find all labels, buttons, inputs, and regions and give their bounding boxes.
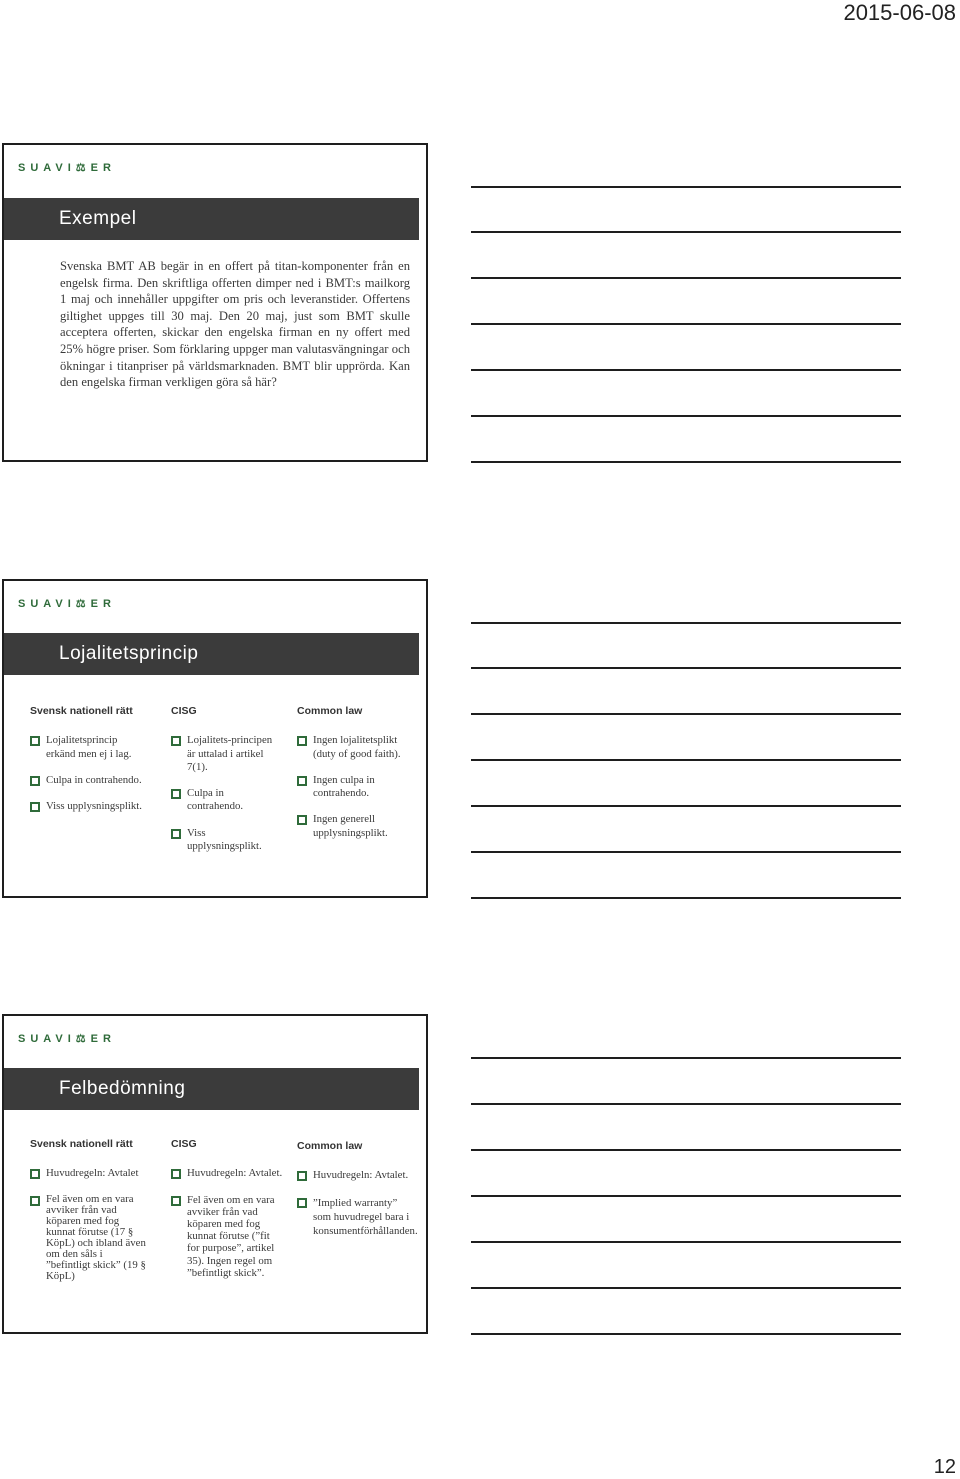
list-item: ”Implied warranty” som huvudregel bara i konsumentförhållanden. — [297, 1196, 415, 1239]
square-bullet-icon — [30, 1196, 40, 1206]
list-item: Ingen culpa in contrahendo. — [297, 774, 415, 801]
slide-title: Felbedömning — [4, 1068, 419, 1110]
slide-body-text: Svenska BMT AB begär in en offert på titan-komponenter från en engelsk firma. Den skriftliga offerten dimper ned i BMT:s mailkorg 1 maj och innehåller uppgifter om pris och leveranstider. Offertens giltighet uppges till 30 maj. Den 20 maj, just som BMT skulle acceptera offerten, skickar den engelska firman en ny offert med 25% högre priser. Som förklaring uppger man valutasvängningar och ökningar i titanpriser på världsmarknaden. BMT blir upprörda. Kan den engelska firman verkligen göra så här? — [60, 259, 410, 390]
slide-exempel — [2, 143, 428, 462]
list-item: Culpa in contrahendo. — [171, 787, 281, 814]
note-line — [471, 1287, 901, 1289]
slide-title: Lojalitetsprincip — [4, 633, 419, 675]
list-item: Huvudregeln: Avtalet. — [297, 1169, 415, 1182]
column-heading: Common law — [297, 705, 363, 717]
note-line — [471, 622, 901, 624]
logo: SUAVI⚖ER — [18, 598, 116, 610]
list-item: Ingen generell upplysningsplikt. — [297, 813, 415, 840]
square-bullet-icon — [30, 1169, 40, 1179]
square-bullet-icon — [171, 1196, 181, 1206]
column-heading: CISG — [171, 705, 197, 717]
list-item: Lojalitets-principen är uttalad i artikel 7(1). — [171, 734, 281, 774]
note-line — [471, 323, 901, 325]
note-line — [471, 369, 901, 371]
note-line — [471, 1333, 901, 1335]
note-line — [471, 1057, 901, 1059]
list-item: Ingen lojalitetsplikt (duty of good faith). — [297, 734, 415, 761]
column-heading: CISG — [171, 1138, 197, 1150]
list-item: Fel även om en vara avviker från vad köparen med fog kunnat förutse (17 § KöpL) och ibland även om den såls i ”befintligt skick” (19 § KöpL) — [30, 1194, 148, 1282]
square-bullet-icon — [171, 789, 181, 799]
list-item: Fel även om en vara avviker från vad köparen med fog kunnat förutse (”fit for purpose”, artikel 35). Ingen regel om ”befintligt skick”. — [171, 1194, 283, 1279]
square-bullet-icon — [30, 802, 40, 812]
square-bullet-icon — [297, 776, 307, 786]
square-bullet-icon — [30, 776, 40, 786]
column-cisg — [171, 705, 281, 866]
column-svensk — [30, 705, 148, 826]
slide-felbedomning — [2, 1014, 428, 1334]
list-item: Huvudregeln: Avtalet — [30, 1167, 148, 1180]
note-line — [471, 1103, 901, 1105]
slide-lojalitetsprincip — [2, 579, 428, 898]
note-line — [471, 277, 901, 279]
slide-title: Exempel — [4, 198, 419, 240]
note-line — [471, 231, 901, 233]
square-bullet-icon — [297, 1198, 307, 1208]
note-line — [471, 805, 901, 807]
note-line — [471, 415, 901, 417]
note-line — [471, 667, 901, 669]
square-bullet-icon — [297, 815, 307, 825]
note-line — [471, 461, 901, 463]
header-date: 2015-06-08 — [843, 0, 956, 25]
square-bullet-icon — [297, 736, 307, 746]
note-line — [471, 897, 901, 899]
column-svensk — [30, 1138, 148, 1295]
list-item: Viss upplysningsplikt. — [30, 800, 148, 813]
square-bullet-icon — [171, 1169, 181, 1179]
list-item: Lojalitetsprincip erkänd men ej i lag. — [30, 734, 148, 761]
column-heading: Svensk nationell rätt — [30, 1138, 133, 1150]
note-line — [471, 713, 901, 715]
note-line — [471, 1195, 901, 1197]
column-common-law — [297, 1140, 418, 1251]
note-line — [471, 1149, 901, 1151]
note-line — [471, 1241, 901, 1243]
page-number: 12 — [933, 1456, 956, 1478]
list-item: Culpa in contrahendo. — [30, 774, 148, 787]
note-line — [471, 851, 901, 853]
logo: SUAVI⚖ER — [18, 162, 116, 174]
note-line — [471, 759, 901, 761]
column-heading: Common law — [297, 1140, 363, 1152]
square-bullet-icon — [171, 736, 181, 746]
list-item: Viss upplysningsplikt. — [171, 827, 281, 854]
square-bullet-icon — [171, 829, 181, 839]
column-heading: Svensk nationell rätt — [30, 705, 133, 717]
square-bullet-icon — [297, 1171, 307, 1181]
square-bullet-icon — [30, 736, 40, 746]
note-line — [471, 186, 901, 188]
column-cisg — [171, 1138, 283, 1292]
column-common-law — [297, 705, 415, 853]
list-item: Huvudregeln: Avtalet. — [171, 1167, 283, 1180]
logo: SUAVI⚖ER — [18, 1033, 116, 1045]
